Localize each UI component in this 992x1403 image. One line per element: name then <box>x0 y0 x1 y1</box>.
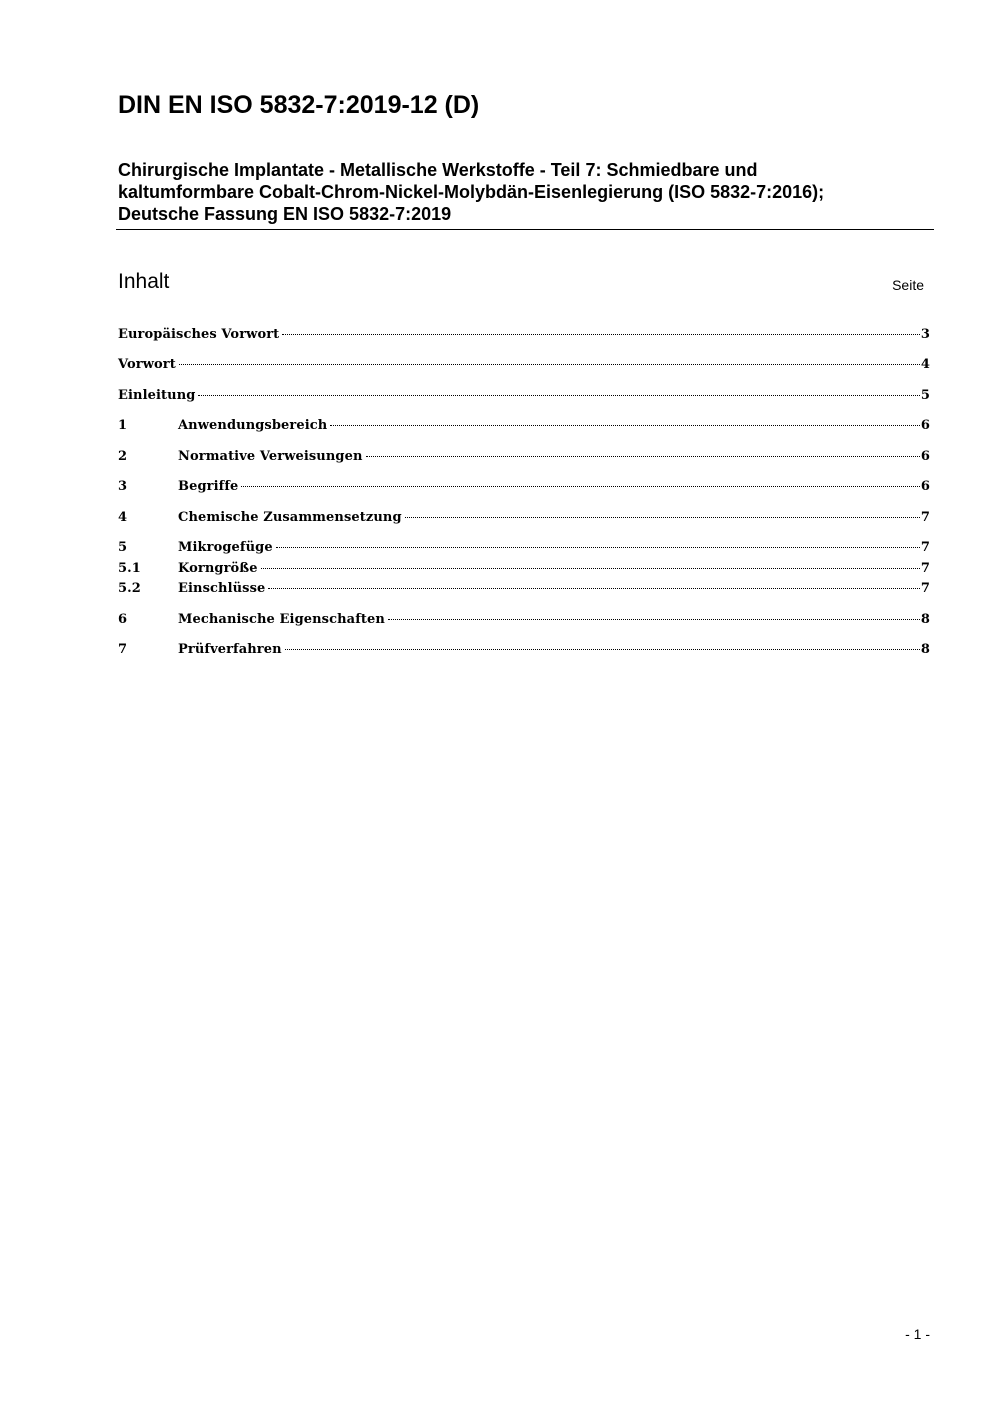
page-number: - 1 - <box>905 1326 930 1342</box>
toc-entry[interactable] <box>118 477 930 497</box>
toc-entry-number: 6 <box>118 612 128 627</box>
toc-entry[interactable] <box>118 610 930 630</box>
toc-entry-label: Einschlüsse <box>178 581 266 596</box>
toc-leader-dots <box>405 517 920 518</box>
toc-leader-dots <box>268 588 919 589</box>
toc-leader-dots <box>388 619 920 620</box>
toc-entry-page: 6 <box>920 449 930 464</box>
toc-entry-page: 7 <box>920 510 930 525</box>
document-title-line: kaltumformbare Cobalt-Chrom-Nickel-Molybdän-Eisenlegierung (ISO 5832-7:2016); <box>118 182 825 202</box>
toc-entry[interactable] <box>118 386 930 406</box>
document-id: DIN EN ISO 5832-7:2019-12 (D) <box>118 91 480 119</box>
toc-entry-number: 5.1 <box>118 561 141 576</box>
toc-entry[interactable] <box>118 559 930 579</box>
toc-entry-label: Begriffe <box>178 479 239 494</box>
toc-entry-number: 5 <box>118 540 128 555</box>
toc-entry-number: 1 <box>118 418 128 433</box>
toc-entry-page: 3 <box>920 327 930 342</box>
toc-entry-number: 5.2 <box>118 581 141 596</box>
toc-entry-page: 7 <box>920 581 930 596</box>
toc-entry-label: Chemische Zusammensetzung <box>178 510 402 525</box>
toc-entry-label: Normative Verweisungen <box>178 449 363 464</box>
toc-entry[interactable] <box>118 447 930 467</box>
toc-entry[interactable] <box>118 508 930 528</box>
toc-entry-page: 5 <box>920 388 930 403</box>
toc-entry-label: Mikrogefüge <box>178 540 273 555</box>
document-title-line: Chirurgische Implantate - Metallische Werkstoffe - Teil 7: Schmiedbare und <box>118 160 758 180</box>
toc-entry-page: 6 <box>920 418 930 433</box>
toc-entry[interactable] <box>118 579 930 599</box>
toc-page-column-label: Seite <box>892 277 924 293</box>
toc-leader-dots <box>198 395 919 396</box>
toc-entry-label: Vorwort <box>118 357 176 372</box>
toc-entry-page: 6 <box>920 479 930 494</box>
toc-entry-label: Korngröße <box>178 561 258 576</box>
toc-entry-number: 2 <box>118 449 128 464</box>
toc-entry-label: Europäisches Vorwort <box>118 327 280 342</box>
toc-entry-page: 4 <box>920 357 930 372</box>
toc-entry[interactable] <box>118 538 930 558</box>
toc-leader-dots <box>285 649 920 650</box>
document-title <box>118 159 933 225</box>
toc-entry-number: 3 <box>118 479 128 494</box>
toc-leader-dots <box>366 456 920 457</box>
toc-leader-dots <box>330 425 920 426</box>
toc-heading: Inhalt <box>118 270 170 293</box>
toc-entry[interactable] <box>118 355 930 375</box>
toc-entry-page: 7 <box>920 540 930 555</box>
toc-entry-page: 8 <box>920 642 930 657</box>
title-divider <box>116 229 934 230</box>
toc-leader-dots <box>276 547 920 548</box>
toc-entry[interactable] <box>118 325 930 345</box>
toc-entry-label: Mechanische Eigenschaften <box>178 612 385 627</box>
toc-entry-number: 7 <box>118 642 128 657</box>
toc-leader-dots <box>179 364 920 365</box>
toc-entry[interactable] <box>118 416 930 436</box>
toc-entry-page: 7 <box>920 561 930 576</box>
toc-entry-number: 4 <box>118 510 128 525</box>
toc-entry-label: Anwendungsbereich <box>178 418 328 433</box>
toc-leader-dots <box>261 568 920 569</box>
toc-leader-dots <box>282 334 920 335</box>
toc-entry-label: Prüfverfahren <box>178 642 282 657</box>
document-title-line: Deutsche Fassung EN ISO 5832-7:2019 <box>118 204 452 224</box>
toc-entry[interactable] <box>118 640 930 660</box>
toc-entry-page: 8 <box>920 612 930 627</box>
toc-leader-dots <box>241 486 919 487</box>
toc-entry-label: Einleitung <box>118 388 196 403</box>
